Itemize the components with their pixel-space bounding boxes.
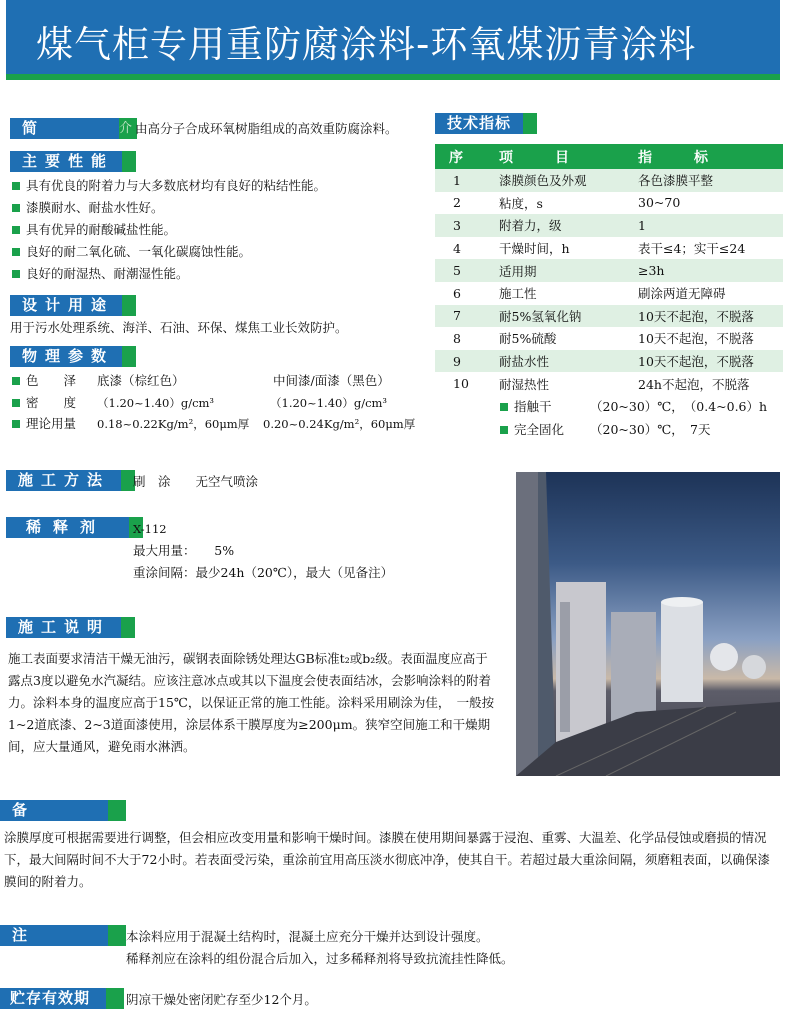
thinner-header xyxy=(6,517,143,538)
tech-cell-no: 10 xyxy=(435,372,479,395)
tech-cell-item: 干燥时间，h xyxy=(479,237,636,260)
remarks-text: 涂膜厚度可根据需要进行调整，但会相应改变用量和影响干燥时间。漆膜在使用期间暴露于浸泡、重雾、大温差、化学品侵蚀或磨损的情况下，最大间隔时间不大于72小时。若表面受污染，重涂前宜用高压淡水彻底冲净，使其自干。若超过最大重涂间隔，须磨粗表面，以确保漆膜间的附着力。 xyxy=(4,830,770,889)
tech-cell-item: 耐盐水性 xyxy=(479,350,636,373)
tech-cell-spec: 30~70 xyxy=(636,192,783,215)
tech-cell-spec: 10天不起泡，不脱落 xyxy=(636,327,783,350)
tech-cell-no: 2 xyxy=(435,192,479,215)
touch-dry-label: 指触干 xyxy=(500,398,552,416)
remarks-label: 备 xyxy=(0,800,108,821)
color-label: 色 泽 xyxy=(12,372,76,390)
full-cure-label: 完全固化 xyxy=(500,421,564,439)
tech-cell-spec: 1 xyxy=(636,214,783,237)
thinner-line3: 重涂间隔：最少24h（20℃），最大（见备注） xyxy=(133,565,394,580)
consumption-label: 理论用量 xyxy=(12,415,76,433)
performance-item: 具有优良的附着力与大多数底材均有良好的粘结性能。 xyxy=(12,177,326,195)
physical-label: 物理参数 xyxy=(10,346,122,367)
remarks-header xyxy=(0,800,126,821)
storage-text: 阴凉干燥处密闭贮存至少12个月。 xyxy=(126,992,317,1007)
tech-label: 技术指标 xyxy=(435,113,523,134)
thinner-label: 稀释剂 xyxy=(6,517,129,538)
instructions-label: 施工说明 xyxy=(6,617,121,638)
density-primer: （1.20~1.40）g/cm³ xyxy=(97,396,215,410)
tech-cell-no: 6 xyxy=(435,282,479,305)
tech-table-row xyxy=(435,192,783,215)
usage-text: 用于污水处理系统、海洋、石油、环保、煤焦工业长效防护。 xyxy=(10,320,348,335)
tech-table-row xyxy=(435,350,783,373)
intro-label-overflow: 介 xyxy=(119,118,137,139)
color-primer: 底漆（棕红色） xyxy=(97,373,185,388)
col-header-spec: 指 标 xyxy=(636,144,783,169)
storage-label: 贮存有效期 xyxy=(0,988,106,1009)
tech-header xyxy=(435,113,537,134)
tech-cell-item: 耐5%硫酸 xyxy=(479,327,636,350)
intro-label: 简 xyxy=(10,118,119,139)
method-header xyxy=(6,470,135,491)
intro-header xyxy=(10,118,137,139)
tech-cell-no: 5 xyxy=(435,259,479,282)
tech-cell-item: 耐5%氢氧化钠 xyxy=(479,305,636,328)
performance-header xyxy=(10,151,136,172)
full-cure-value: （20~30）℃， 7天 xyxy=(590,422,711,437)
tech-cell-item: 适用期 xyxy=(479,259,636,282)
tech-cell-no: 7 xyxy=(435,305,479,328)
tech-table-row xyxy=(435,372,783,395)
tech-cell-spec: 10天不起泡，不脱落 xyxy=(636,350,783,373)
tech-table xyxy=(435,144,783,395)
tech-table-row xyxy=(435,214,783,237)
thinner-line1: X-112 xyxy=(133,522,167,536)
storage-header xyxy=(0,988,124,1009)
tech-table-row xyxy=(435,305,783,328)
tech-table-header xyxy=(435,144,783,169)
consumption-top: 0.20~0.24Kg/m²，60μm厚 xyxy=(263,417,416,431)
tech-cell-spec: 各色漆膜平整 xyxy=(636,169,783,192)
col-header-item: 项 目 xyxy=(479,144,636,169)
performance-item: 良好的耐二氧化硫、一氧化碳腐蚀性能。 xyxy=(12,243,251,261)
performance-item: 良好的耐湿热、耐潮湿性能。 xyxy=(12,265,189,283)
tech-cell-spec: ≥3h xyxy=(636,259,783,282)
performance-label: 主要性能 xyxy=(10,151,122,172)
tech-table-row xyxy=(435,327,783,350)
photo-illustration xyxy=(516,472,780,776)
tech-cell-item: 附着力，级 xyxy=(479,214,636,237)
tech-cell-no: 9 xyxy=(435,350,479,373)
tech-cell-no: 8 xyxy=(435,327,479,350)
tech-cell-item: 耐湿热性 xyxy=(479,372,636,395)
note-line1: 本涂料应用于混凝土结构时，混凝土应充分干燥并达到设计强度。 xyxy=(126,929,489,944)
note-header xyxy=(0,925,126,946)
tech-cell-item: 施工性 xyxy=(479,282,636,305)
instructions-text: 施工表面要求清洁干燥无油污，碳钢表面除锈处理达GB标准t₂或b₂级。表面温度应高于露点3度以避免水汽凝结。应该注意冰点或其以下温度会使表面结冰，会影响涂料的附着力。涂料本身的温度应高于15℃，以保证正常的施工性能。涂料采用刷涂为佳， 一般按1~2道底漆、2~3道面漆使用，涂层体系干膜厚度为≥200μm。狭窄空间施工和干燥期间，应大量通风，避免雨水淋洒。 xyxy=(8,651,495,754)
tech-cell-no: 1 xyxy=(435,169,479,192)
intro-text: 由高分子合成环氧树脂组成的高效重防腐涂料。 xyxy=(135,121,398,136)
density-label: 密 度 xyxy=(12,394,76,412)
tech-table-row xyxy=(435,259,783,282)
usage-label: 设计用途 xyxy=(10,295,122,316)
title-underline xyxy=(6,74,780,80)
tech-table-row xyxy=(435,282,783,305)
note-label: 注 xyxy=(0,925,108,946)
performance-item: 漆膜耐水、耐盐水性好。 xyxy=(12,199,164,217)
tech-table-row xyxy=(435,237,783,260)
note-line2: 稀释剂应在涂料的组份混合后加入，过多稀释剂将导致抗流挂性降低。 xyxy=(126,951,514,966)
consumption-primer: 0.18~0.22Kg/m²，60μm厚 xyxy=(97,417,250,431)
tech-table-row xyxy=(435,169,783,192)
usage-header xyxy=(10,295,136,316)
tech-cell-spec: 10天不起泡，不脱落 xyxy=(636,305,783,328)
method-text: 刷 涂 无空气喷涂 xyxy=(133,474,259,489)
page-title: 煤气柜专用重防腐涂料-环氧煤沥青涂料 xyxy=(36,23,697,66)
physical-header xyxy=(10,346,136,367)
tech-cell-item: 漆膜颜色及外观 xyxy=(479,169,636,192)
title-banner xyxy=(6,0,780,80)
thinner-line2: 最大用量： 5% xyxy=(133,543,235,558)
color-top: 中间漆/面漆（黑色） xyxy=(273,373,390,388)
col-header-no: 序 xyxy=(435,144,479,169)
method-label: 施工方法 xyxy=(6,470,121,491)
density-top: （1.20~1.40）g/cm³ xyxy=(270,396,388,410)
performance-item: 具有优异的耐酸碱盐性能。 xyxy=(12,221,176,239)
tech-cell-spec: 刷涂两道无障碍 xyxy=(636,282,783,305)
instructions-header xyxy=(6,617,135,638)
observatory-photo xyxy=(516,472,780,776)
tech-cell-no: 4 xyxy=(435,237,479,260)
tech-cell-spec: 24h不起泡，不脱落 xyxy=(636,372,783,395)
touch-dry-value: （20~30）℃， （0.4~0.6）h xyxy=(590,399,768,414)
tech-cell-no: 3 xyxy=(435,214,479,237)
tech-cell-item: 粘度，s xyxy=(479,192,636,215)
tech-cell-spec: 表干≤4；实干≤24 xyxy=(636,237,783,260)
